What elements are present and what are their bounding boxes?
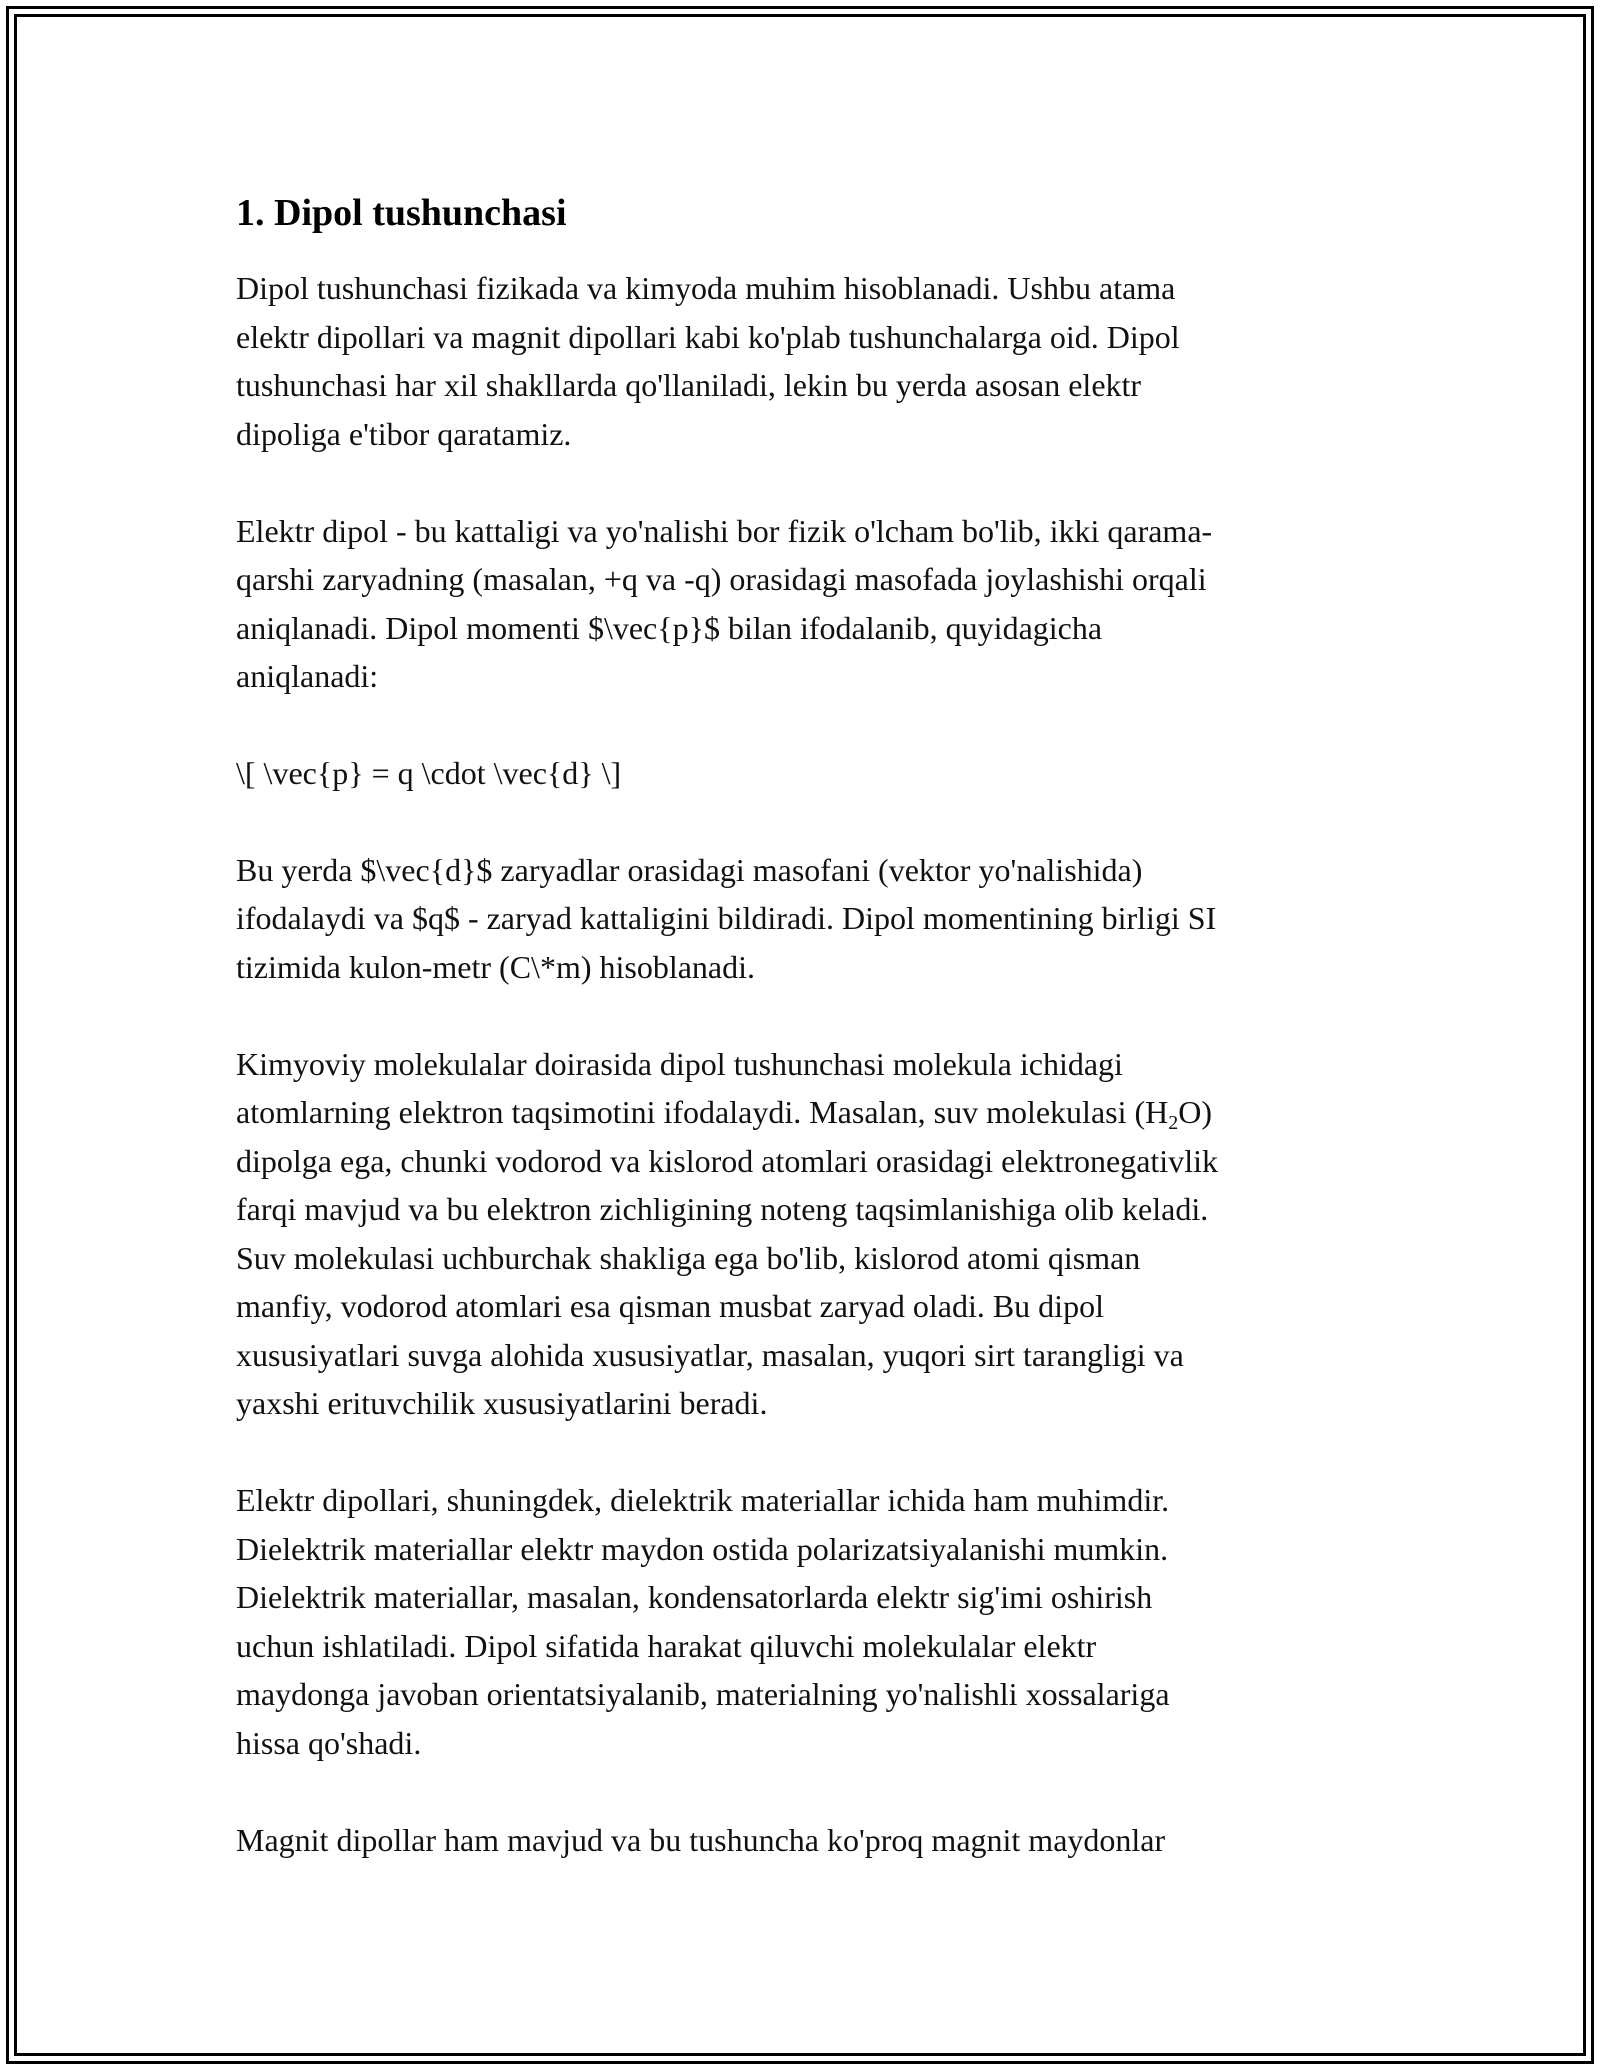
paragraph-molecules-text-end: O) dipolga ega, chunki vodorod va kislorod atomlari orasidagi elektronegativlik farqi mavjud va bu elektron zichligining noteng taqsimlanishiga olib keladi. Suv molekulasi uchburchak shakliga ega bo'lib, kislorod atomi qisman manfiy, vodorod atomlari esa qisman musbat zaryad oladi. Bu dipol xususiyatlari suvga alohida xususiyatlar, masalan, yuqori sirt tarangligi va yaxshi erituvchilik xususiyatlarini beradi. xyxy=(236,1094,1218,1421)
paragraph-magnetic-dipoles: Magnit dipollar ham mavjud va bu tushuncha ko'proq magnit maydonlar xyxy=(236,1821,1166,1858)
paragraph-molecules xyxy=(236,1040,1366,1428)
paragraph-dielectrics: Elektr dipollari, shuningdek, dielektrik materiallar ichida ham muhimdir. Dielektrik materiallar elektr maydon ostida polarizatsiyalanishi mumkin. Dielektrik materiallar, masalan, kondensatorlarda elektr sig'imi oshirish uchun ishlatiladi. Dipol sifatida harakat qiluvchi molekulalar elektr maydonga javoban orientatsiyalanib, materialning yo'nalishli xossalariga hissa qo'shadi. xyxy=(236,1482,1170,1761)
paragraph-intro: Dipol tushunchasi fizikada va kimyoda muhim hisoblanadi. Ushbu atama elektr dipollari va magnit dipollari kabi ko'plab tushunchalarga oid. Dipol tushunchasi har xil shakllarda qo'llaniladi, lekin bu yerda asosan elektr dipoliga e'tibor qaratamiz. xyxy=(236,270,1180,452)
document-body xyxy=(236,186,1366,1913)
section-heading: 1. Dipol tushunchasi xyxy=(236,192,567,234)
paragraph-molecules-text-start: Kimyoviy molekulalar doirasida dipol tushunchasi molekula ichidagi atomlarning elektron taqsimotini ifodalaydi. Masalan, suv molekulasi (H xyxy=(236,1045,1169,1130)
paragraph-electric-dipole: Elektr dipol - bu kattaligi va yo'nalishi bor fizik o'lcham bo'lib, ikki qarama- qarshi zaryadning (masalan, +q va -q) orasidagi masofada joylashishi orqali aniqlanadi. Dipol momenti $\vec{p}$ bilan ifodalanib, quyidagicha aniqlanadi: xyxy=(236,512,1213,694)
dipole-moment-equation: \[ \vec{p} = q \cdot \vec{d} \] xyxy=(236,755,622,791)
water-subscript: 2 xyxy=(1168,1112,1179,1134)
paragraph-dipole-units: Bu yerda $\vec{d}$ zaryadlar orasidagi masofani (vektor yo'nalishida) ifodalaydi va $q$ - zaryad kattaligini bildiradi. Dipol momentining birligi SI tizimida kulon-metr (C\*m) hisoblanadi. xyxy=(236,851,1217,985)
